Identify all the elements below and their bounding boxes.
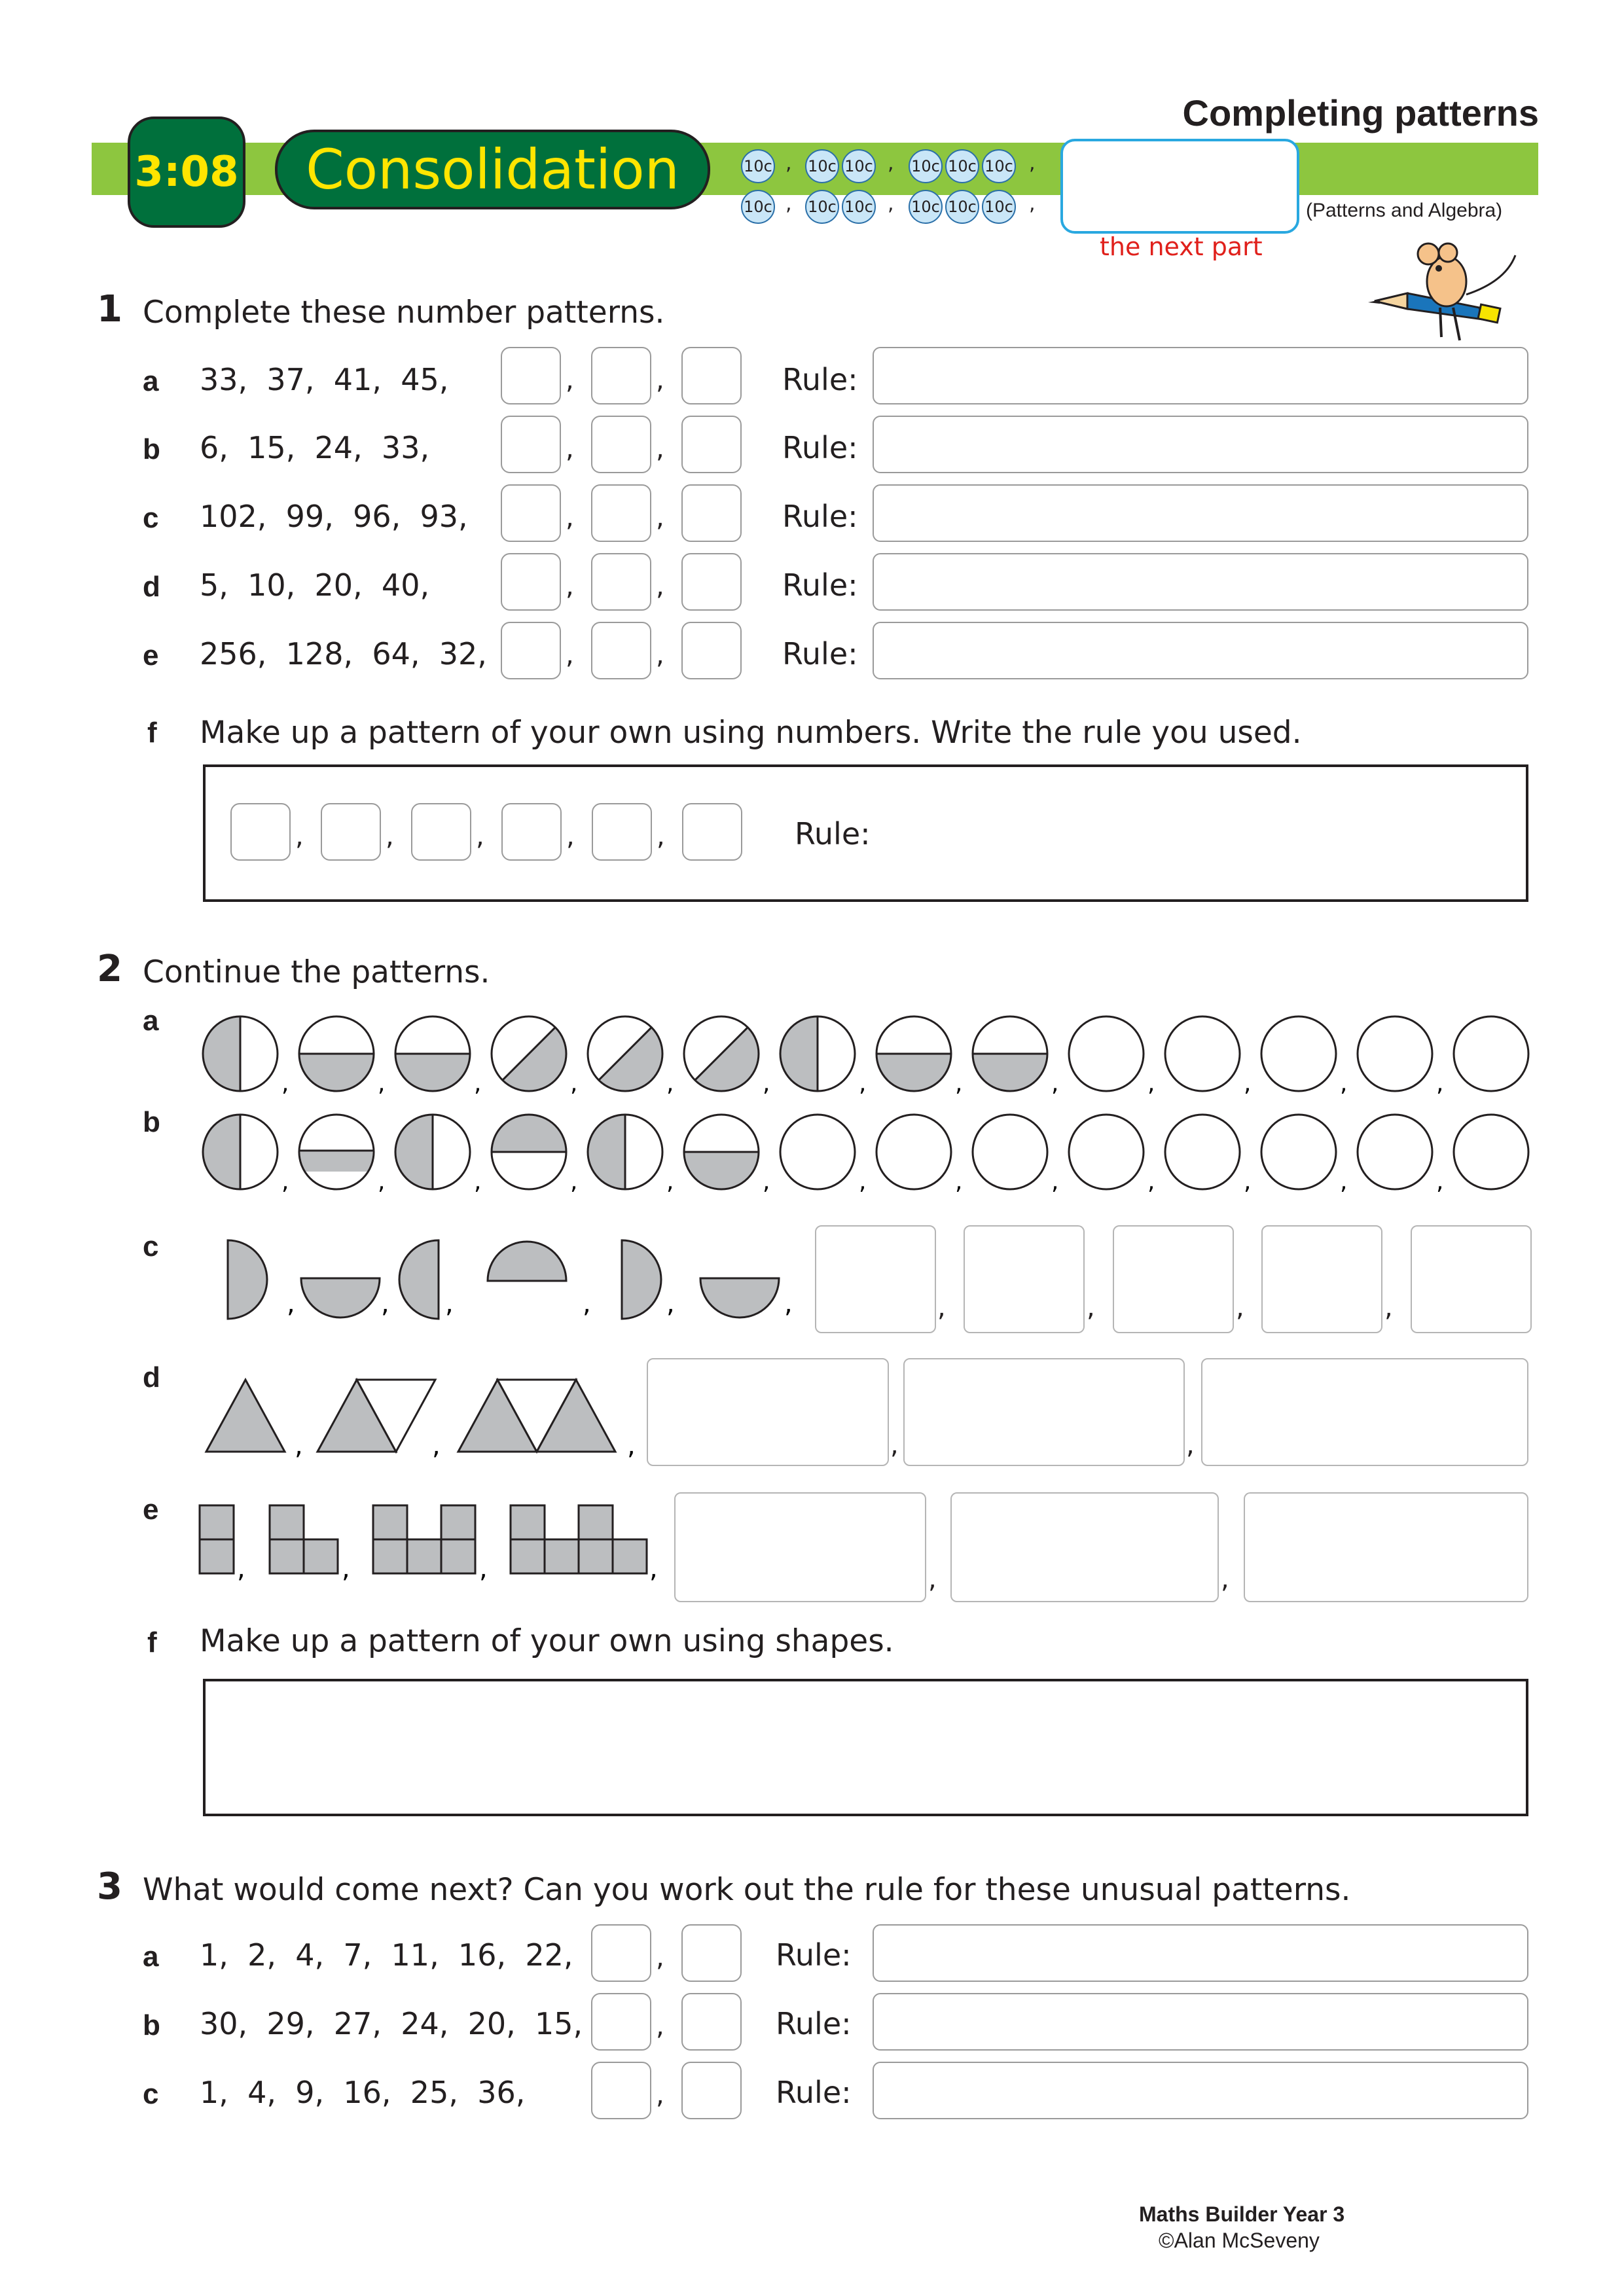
pattern-circle[interactable] xyxy=(1261,1016,1336,1091)
answer-box[interactable] xyxy=(321,803,381,861)
comma: , xyxy=(474,1070,482,1097)
comma: , xyxy=(1147,1168,1155,1195)
coin-icon: 10c xyxy=(842,190,876,224)
square xyxy=(373,1539,407,1573)
square xyxy=(407,1539,441,1573)
strand-label: (Patterns and Algebra) xyxy=(1306,200,1503,221)
answer-box[interactable] xyxy=(501,484,561,542)
item-letter: f xyxy=(147,1626,157,1659)
pattern-circle[interactable] xyxy=(1165,1016,1240,1091)
answer-box[interactable] xyxy=(591,553,651,611)
pattern-c-shapes xyxy=(216,1234,805,1325)
comma: , xyxy=(1340,1070,1348,1097)
svg-text:,: , xyxy=(627,1431,636,1461)
item-letter: f xyxy=(147,717,157,749)
item-letter: a xyxy=(143,1005,159,1037)
coin-icon: 10c xyxy=(805,190,839,224)
pattern-circle[interactable] xyxy=(973,1115,1047,1189)
coin-icon: 10c xyxy=(909,149,943,183)
pattern-circle xyxy=(395,1115,470,1189)
rule-label: Rule: xyxy=(782,567,858,603)
comma: , xyxy=(570,1070,578,1097)
drawing-box[interactable] xyxy=(964,1225,1085,1333)
question-instruction: Continue the patterns. xyxy=(143,954,490,990)
footer-author: ©Alan McSeveny xyxy=(1159,2229,1320,2252)
pattern-circle[interactable] xyxy=(1261,1115,1336,1189)
footer-book-title: Maths Builder Year 3 xyxy=(1139,2202,1345,2226)
triangle-up xyxy=(206,1380,285,1452)
sequence-text: 6, 15, 24, 33, xyxy=(200,430,430,465)
rule-input[interactable] xyxy=(873,416,1528,473)
pattern-circle xyxy=(203,1115,278,1189)
item-letter: b xyxy=(143,433,160,465)
coin-icon: 10c xyxy=(842,149,876,183)
answer-box[interactable] xyxy=(501,803,562,861)
rule-label: Rule: xyxy=(776,1937,852,1973)
drawing-box[interactable] xyxy=(815,1225,936,1333)
pattern-circle xyxy=(973,1016,1047,1091)
answer-box[interactable] xyxy=(501,416,561,473)
item-letter: e xyxy=(143,639,159,672)
pattern-circle[interactable] xyxy=(876,1115,951,1189)
square xyxy=(270,1539,304,1573)
square xyxy=(579,1539,613,1573)
comma: , xyxy=(955,1168,963,1195)
drawing-box[interactable] xyxy=(950,1492,1219,1602)
coin-icon: 10c xyxy=(805,149,839,183)
pattern-circle xyxy=(299,1115,374,1189)
answer-box[interactable] xyxy=(501,553,561,611)
answer-box[interactable] xyxy=(591,484,651,542)
answer-box[interactable] xyxy=(681,484,742,542)
rule-label: Rule: xyxy=(776,2006,852,2041)
half-circle-down xyxy=(301,1278,380,1318)
pattern-circle xyxy=(299,1016,374,1091)
item-letter: b xyxy=(143,2009,160,2041)
answer-box[interactable] xyxy=(681,2062,742,2119)
coin-icon: 10c xyxy=(982,190,1016,224)
drawing-box[interactable] xyxy=(1411,1225,1532,1333)
rule-input[interactable] xyxy=(873,553,1528,611)
answer-box[interactable] xyxy=(681,1993,742,2051)
rule-label: Rule: xyxy=(782,362,858,397)
pattern-b-circles xyxy=(196,1109,1538,1201)
item-letter: d xyxy=(143,1361,160,1393)
rule-input[interactable] xyxy=(873,622,1528,679)
square xyxy=(304,1539,338,1573)
comma: , xyxy=(859,1070,867,1097)
item-letter: d xyxy=(143,571,160,603)
next-part-label: the next part xyxy=(1100,232,1263,261)
rule-label: Rule: xyxy=(776,2075,852,2110)
svg-text:,: , xyxy=(649,1554,658,1584)
pattern-circle xyxy=(684,1115,759,1189)
comma: , xyxy=(281,1168,289,1195)
answer-box[interactable] xyxy=(681,622,742,679)
question-number: 3 xyxy=(97,1865,122,1908)
pattern-circle xyxy=(492,1115,566,1189)
drawing-box[interactable] xyxy=(1244,1492,1528,1602)
square xyxy=(511,1539,545,1573)
comma: , xyxy=(1436,1168,1444,1195)
square xyxy=(373,1505,407,1539)
svg-text:,: , xyxy=(342,1554,350,1584)
item-instruction: Make up a pattern of your own using shapes. xyxy=(200,1623,894,1659)
answer-box[interactable] xyxy=(681,347,742,404)
comma: , xyxy=(1244,1168,1252,1195)
drawing-box[interactable] xyxy=(1201,1358,1528,1466)
drawing-box[interactable] xyxy=(674,1492,926,1602)
pattern-e-shapes xyxy=(196,1502,668,1587)
sequence-text: 102, 99, 96, 93, xyxy=(200,499,468,534)
svg-text:,: , xyxy=(237,1554,245,1584)
sequence-text: 256, 128, 64, 32, xyxy=(200,636,487,672)
comma: , xyxy=(474,1168,482,1195)
pattern-circle[interactable] xyxy=(1165,1115,1240,1189)
comma: , xyxy=(763,1070,770,1097)
square xyxy=(270,1505,304,1539)
pattern-circle xyxy=(588,1016,662,1091)
square xyxy=(200,1505,234,1539)
question-instruction: Complete these number patterns. xyxy=(143,295,665,331)
own-shape-pattern-box[interactable] xyxy=(203,1679,1528,1816)
item-letter: a xyxy=(143,365,159,397)
comma: , xyxy=(378,1168,386,1195)
item-letter: a xyxy=(143,1941,159,1973)
pattern-circle[interactable] xyxy=(1358,1115,1432,1189)
coin-icon: 10c xyxy=(909,190,943,224)
answer-box[interactable] xyxy=(230,803,291,861)
pattern-circle xyxy=(684,1016,759,1091)
answer-box[interactable] xyxy=(591,1924,651,1982)
pattern-circle[interactable] xyxy=(1069,1016,1144,1091)
rule-label: Rule: xyxy=(782,636,858,672)
comma: , xyxy=(570,1168,578,1195)
answer-box[interactable] xyxy=(411,803,471,861)
unit-title-badge: Consolidation xyxy=(275,130,710,209)
mouse-pencil-icon xyxy=(1368,242,1525,353)
answer-box[interactable] xyxy=(501,347,561,404)
half-circle-right xyxy=(228,1240,267,1319)
item-instruction: Make up a pattern of your own using numbers. Write the rule you used. xyxy=(200,715,1302,751)
sequence-text: 5, 10, 20, 40, xyxy=(200,567,430,603)
svg-text:,: , xyxy=(479,1554,488,1584)
sequence-text: 30, 29, 27, 24, 20, 15, xyxy=(200,2006,583,2041)
drawing-box[interactable] xyxy=(1113,1225,1234,1333)
answer-box[interactable] xyxy=(681,553,742,611)
comma: , xyxy=(1340,1168,1348,1195)
svg-text:,: , xyxy=(583,1289,591,1319)
rule-input[interactable] xyxy=(873,347,1528,404)
pattern-circle[interactable] xyxy=(780,1115,855,1189)
comma: , xyxy=(1244,1070,1252,1097)
square xyxy=(579,1505,613,1539)
answer-box[interactable] xyxy=(591,416,651,473)
question-instruction: What would come next? Can you work out the rule for these unusual patterns. xyxy=(143,1872,1351,1908)
comma: , xyxy=(1051,1070,1059,1097)
pattern-circle xyxy=(876,1016,951,1091)
comma: , xyxy=(666,1168,674,1195)
rule-input[interactable] xyxy=(873,1924,1528,1982)
pattern-circle[interactable] xyxy=(1454,1115,1528,1189)
answer-box[interactable] xyxy=(591,2062,651,2119)
square xyxy=(441,1539,475,1573)
rule-label: Rule: xyxy=(782,430,858,465)
coin-icon: 10c xyxy=(741,190,775,224)
pattern-circle[interactable] xyxy=(1358,1016,1432,1091)
comma: , xyxy=(763,1168,770,1195)
answer-box[interactable] xyxy=(591,1993,651,2051)
rule-input[interactable] xyxy=(873,2062,1528,2119)
coin-icon: 10c xyxy=(945,190,979,224)
answer-box[interactable] xyxy=(681,1924,742,1982)
svg-text:,: , xyxy=(432,1431,441,1461)
answer-box[interactable] xyxy=(681,416,742,473)
comma: , xyxy=(1051,1168,1059,1195)
svg-text:,: , xyxy=(666,1289,675,1319)
comma: , xyxy=(1147,1070,1155,1097)
svg-text:,: , xyxy=(287,1289,295,1319)
comma: , xyxy=(859,1168,867,1195)
next-part-box[interactable] xyxy=(1060,139,1299,234)
sequence-text: 33, 37, 41, 45, xyxy=(200,362,449,397)
sequence-text: 1, 4, 9, 16, 25, 36, xyxy=(200,2075,526,2110)
svg-text:,: , xyxy=(295,1431,303,1461)
rule-input[interactable] xyxy=(873,1993,1528,2051)
answer-box[interactable] xyxy=(591,347,651,404)
drawing-box[interactable] xyxy=(1261,1225,1382,1333)
svg-text:,: , xyxy=(445,1289,454,1319)
sequence-text: 1, 2, 4, 7, 11, 16, 22, xyxy=(200,1937,573,1973)
pattern-circle xyxy=(492,1016,566,1091)
square xyxy=(511,1505,545,1539)
question-number: 2 xyxy=(97,948,122,990)
pattern-circle xyxy=(203,1016,278,1091)
topic-title: Completing patterns xyxy=(1182,92,1539,134)
coin-icon: 10c xyxy=(945,149,979,183)
answer-box[interactable] xyxy=(592,803,652,861)
pattern-circle xyxy=(395,1016,470,1091)
rule-label: Rule: xyxy=(795,816,871,852)
question-number: 1 xyxy=(97,288,122,331)
coin-icon: 10c xyxy=(741,149,775,183)
half-circle-up xyxy=(488,1242,566,1281)
comma: , xyxy=(378,1070,386,1097)
drawing-box[interactable] xyxy=(903,1358,1185,1466)
svg-text:,: , xyxy=(784,1289,793,1319)
square xyxy=(545,1539,579,1573)
pattern-circle[interactable] xyxy=(1454,1016,1528,1091)
square xyxy=(613,1539,647,1573)
pattern-circle xyxy=(780,1016,855,1091)
half-circle-down xyxy=(700,1278,779,1318)
item-letter: e xyxy=(143,1494,159,1526)
unit-number-badge: 3:08 xyxy=(128,117,245,228)
pattern-circle xyxy=(588,1115,662,1189)
half-circle-left xyxy=(399,1240,439,1319)
pattern-circle[interactable] xyxy=(1069,1115,1144,1189)
drawing-box[interactable] xyxy=(647,1358,889,1466)
comma: , xyxy=(281,1070,289,1097)
comma: , xyxy=(955,1070,963,1097)
item-letter: c xyxy=(143,1230,159,1263)
svg-text:,: , xyxy=(381,1289,389,1319)
item-letter: b xyxy=(143,1106,160,1138)
item-letter: c xyxy=(143,502,159,534)
answer-box[interactable] xyxy=(591,622,651,679)
half-circle-right xyxy=(622,1240,661,1319)
rule-input[interactable] xyxy=(873,484,1528,542)
pattern-d-shapes xyxy=(203,1374,648,1460)
pattern-a-circles xyxy=(196,1011,1538,1103)
comma: , xyxy=(1436,1070,1444,1097)
own-pattern-box: , , , , , Rule: xyxy=(203,764,1528,902)
answer-box[interactable] xyxy=(501,622,561,679)
rule-label: Rule: xyxy=(782,499,858,534)
answer-box[interactable] xyxy=(682,803,742,861)
square xyxy=(441,1505,475,1539)
item-letter: c xyxy=(143,2078,159,2110)
coin-icon: 10c xyxy=(982,149,1016,183)
comma: , xyxy=(666,1070,674,1097)
square xyxy=(200,1539,234,1573)
